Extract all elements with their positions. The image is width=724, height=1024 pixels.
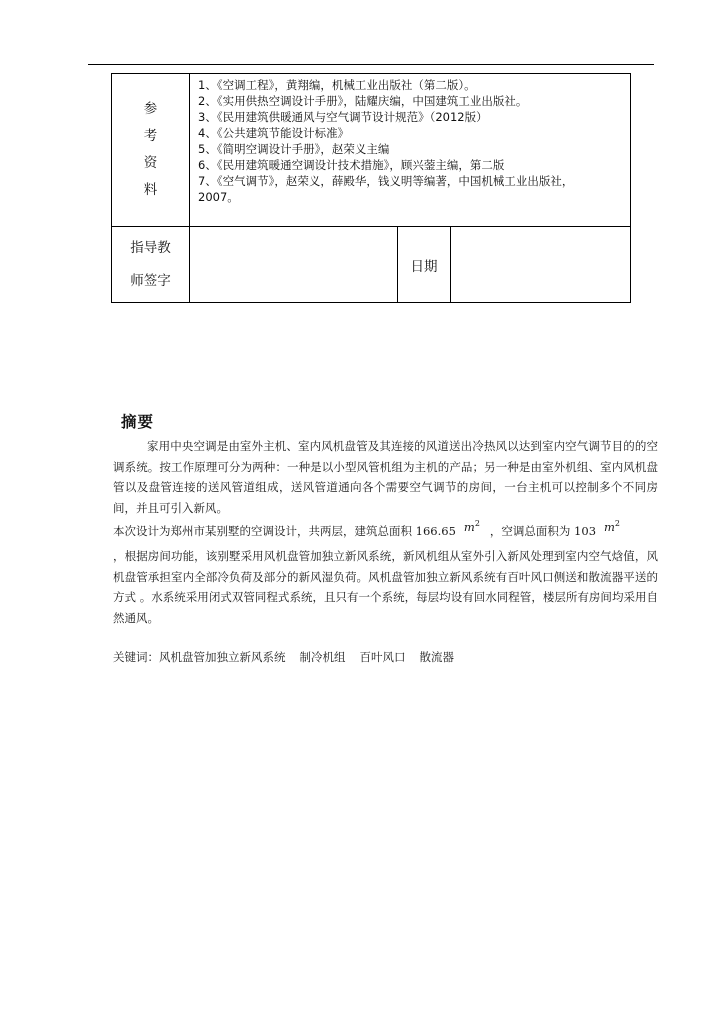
advisor-signature-label [112,227,190,303]
area-unit-exponent: 2 [474,519,480,528]
advisor-label-line: 指导教 [130,239,171,256]
keyword: 制冷机组 [299,650,346,664]
references-list [190,74,631,227]
date-field[interactable] [451,227,631,303]
header-rule [88,64,654,65]
reference-item: 5、《简明空调设计手册》，赵荣义主编 [198,142,390,156]
references-label [112,74,190,227]
abstract-text: ，空调总面积为 103 [489,523,597,538]
signature-row [112,227,631,303]
date-label: 日期 [398,227,451,303]
references-row [112,74,631,227]
advisor-signature-field[interactable] [190,227,398,303]
abstract-text: ，根据房间功能，该别墅采用风机盘管加独立新风系统，新风机组从室外引入新风处理到室内空气焓值，风机盘管承担室内全部冷负荷及部分的新风湿负荷。风机盘管加独立新风系统有百叶风口侧送和散流器平送的方式 。水系统采用闭式双管同程式系统，且只有一个系统，每层均设有回水同程管，楼层所有房间均采用自然通风。 [113,549,658,625]
references-table [111,73,631,303]
reference-item: 1、《空调工程》，黄翔编，机械工业出版社（第二版）。 [198,78,476,92]
area-unit-exponent: 2 [614,519,621,528]
reference-item: 2、《实用供热空调设计手册》，陆耀庆编，中国建筑工业出版社。 [198,94,528,108]
keyword: 风机盘管加独立新风系统 [159,650,286,664]
abstract-paragraph-2-first-line [113,516,658,540]
abstract-paragraph-1: 家用中央空调是由室外主机、室内风机盘管及其连接的风道送出冷热风以达到室内空气调节目的的空调系统。按工作原理可分为两种：一种是以小型风管机组为主机的产品；另一种是由室外机组、室内风机盘管以及盘管连接的送风管道组成，送风管道通向各个需要空气调节的房间，一台主机可以控制多个不同房间，并且可引入新风。 [113,439,658,515]
abstract-text: 本次设计为郑州市某别墅的空调设计，共两层，建筑总面积 166.65 [113,523,456,538]
area-unit-symbol: m [604,519,615,534]
keywords-line [113,649,468,665]
reference-item: 4、《公共建筑节能设计标准》 [198,126,350,140]
reference-item: 6、《民用建筑暖通空调设计技术措施》，顾兴蓥主编，第二版 [198,158,505,172]
keywords-label: 关键词： [113,650,159,664]
abstract-paragraph-2 [113,516,658,628]
references-label-char: 参 [143,101,158,117]
references-label-char: 资 [143,155,158,171]
area-unit-symbol: m [463,519,475,534]
reference-item: 3、《民用建筑供暖通风与空气调节设计规范》（2012版） [198,110,488,124]
keyword: 散流器 [419,650,454,664]
references-label-char: 考 [143,128,158,144]
keyword: 百叶风口 [359,650,406,664]
reference-item: 7、《空气调节》，赵荣义，薛殿华，钱义明等编著，中国机械工业出版社，2007。 [198,174,574,204]
area-unit [604,520,620,534]
advisor-label-line: 师签字 [130,272,171,289]
abstract-title: 摘要 [121,413,155,431]
references-label-char: 料 [143,182,158,198]
area-unit [464,520,480,534]
